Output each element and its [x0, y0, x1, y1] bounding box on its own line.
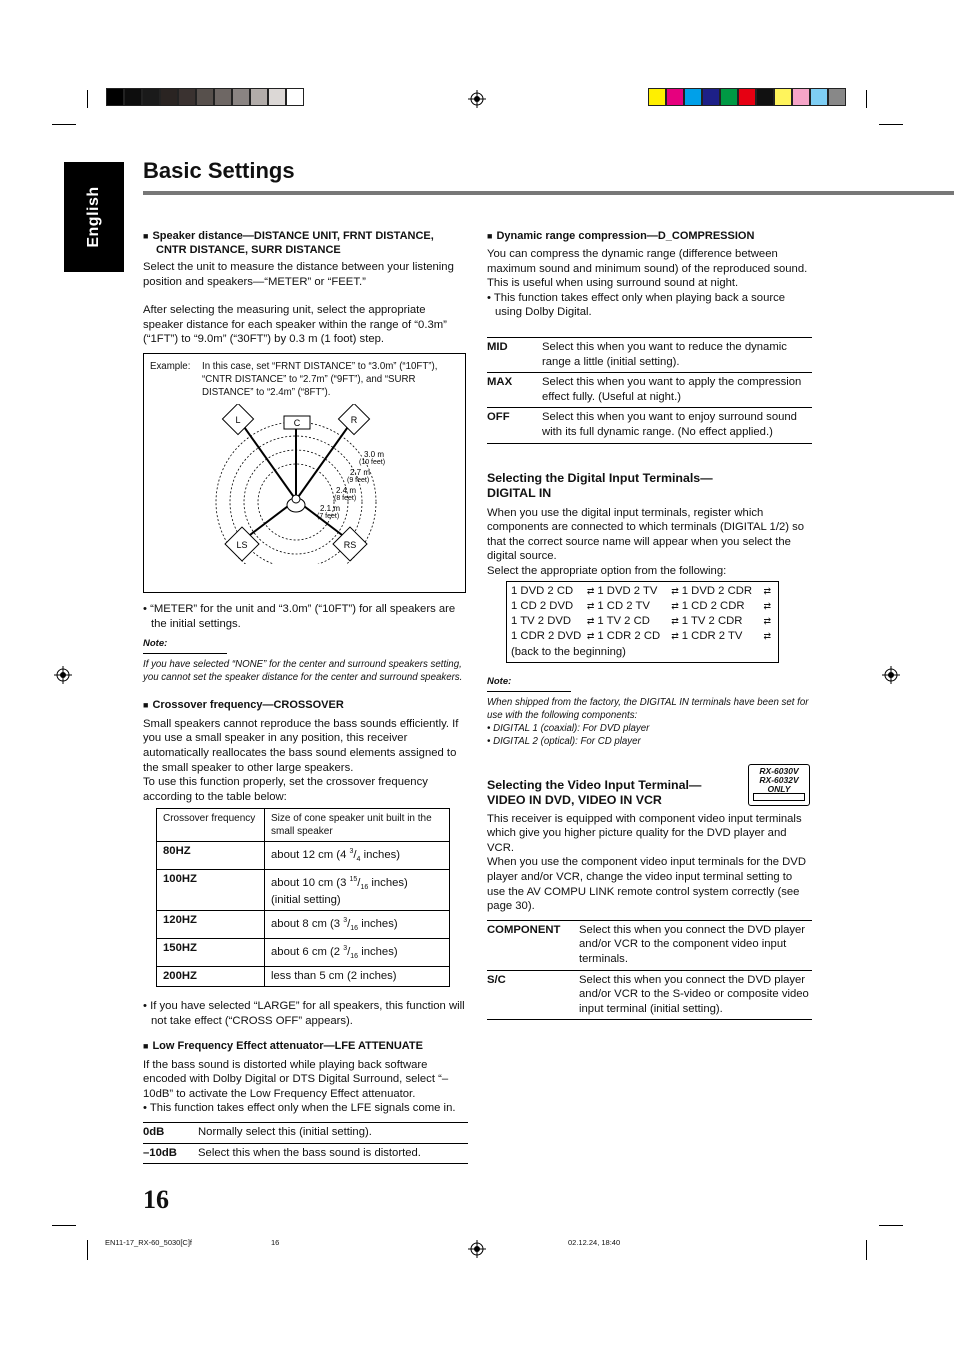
drc-heading: ■ Dynamic range compression—D_COMPRESSION	[487, 230, 755, 242]
note-label: Note:	[143, 638, 168, 650]
distance-2-4-feet: (8 feet)	[334, 494, 357, 502]
video-value: Select this when you connect the DVD player and/or VCR to the component video input terminals.	[579, 920, 812, 970]
lfe-key: –10dB	[143, 1143, 198, 1164]
crop-mark	[87, 1240, 88, 1260]
title-rule	[143, 191, 954, 195]
crossover-value: about 12 cm (4 $^3/_4$ inches)	[265, 842, 450, 870]
color-swatch	[684, 88, 702, 106]
color-swatch	[196, 88, 214, 106]
language-tab	[64, 162, 124, 272]
color-swatch	[702, 88, 720, 106]
color-swatch	[738, 88, 756, 106]
speaker-c-label: C	[293, 417, 301, 428]
color-swatch	[666, 88, 684, 106]
crossover-key: 120HZ	[157, 911, 265, 939]
crossover-key: 200HZ	[157, 967, 265, 987]
left-column	[143, 229, 468, 1164]
lfe-text: If the bass sound is distorted while playing back software encoded with Dolby Digital or DTS Digital Surround, select “–10dB” to activate the Low Frequency Effect attenuator.	[143, 1058, 449, 1100]
video-in-heading-2: VIDEO IN DVD, VIDEO IN VCR	[487, 792, 662, 807]
color-calibration-bar	[648, 88, 846, 106]
cycle-arrow-icon: ⇄	[763, 585, 772, 596]
example-text: In this case, set “FRNT DISTANCE” to “3.0m” (“10FT”), “CNTR DISTANCE” to “2.7m” (“9FT”), and “SURR DISTANCE” to “2.4m” (“8FT”).	[202, 360, 438, 398]
color-swatch	[756, 88, 774, 106]
video-value: Select this when you connect the DVD player and/or VCR to the S-video or composite video input terminal (initial setting).	[579, 970, 812, 1020]
color-swatch	[810, 88, 828, 106]
distance-2-4-label: 2.4 m	[336, 485, 357, 495]
cycle-arrow-icon: ⇄	[763, 616, 772, 627]
video-in-table	[487, 920, 812, 1021]
crossover-value: about 6 cm (2 $^3/_{16}$ inches)	[265, 939, 450, 967]
cycle-arrow-icon: ⇄	[671, 585, 679, 596]
distance-2-7-feet: (9 feet)	[347, 476, 370, 484]
cycle-option: 1 CD 2 TV	[597, 599, 650, 612]
speaker-l-label: L	[235, 414, 241, 425]
speaker-distance-text-2: After selecting the measuring unit, select the appropriate speaker distance for each speaker within the range of “0.3m” (“1FT”) to “9.0m” (“30FT”) by 0.3 m (1 foot) step.	[143, 304, 447, 346]
cycle-row	[511, 584, 774, 599]
color-swatch	[792, 88, 810, 106]
crop-mark	[866, 90, 867, 108]
cycle-arrow-icon: ⇄	[586, 631, 595, 642]
note-text: When shipped from the factory, the DIGITAL IN terminals have been set for use with the following components:	[487, 696, 809, 721]
model-badge-line: RX-6030V	[759, 766, 799, 776]
large-bullet: • If you have selected “LARGE” for all speakers, this function will not take effect (“CROSS OFF” appears).	[143, 1000, 465, 1027]
cycle-option: 1 CD 2 DVD	[511, 599, 574, 612]
model-badge-line: RX-6032V	[759, 775, 799, 785]
crop-mark	[866, 1240, 867, 1260]
note-rule	[143, 653, 227, 654]
distance-2-1-label: 2.1 m	[320, 503, 341, 513]
footer-page: 16	[271, 1238, 280, 1247]
video-key: COMPONENT	[487, 920, 579, 970]
crop-mark	[879, 1225, 903, 1226]
cycle-arrow-icon: ⇄	[671, 616, 679, 627]
crossover-table-header: Size of cone speaker unit built in the small speaker	[265, 809, 450, 842]
footer-file: EN11-17_RX-60_5030[C]f	[105, 1238, 192, 1247]
crop-mark	[52, 124, 76, 125]
gray-calibration-bar	[106, 88, 304, 106]
distance-3-0-label: 3.0 m	[364, 449, 385, 459]
color-swatch	[286, 88, 304, 106]
speaker-distance-text: Select the unit to measure the distance between your listening position and speakers—“METER” or “FEET.”	[143, 261, 454, 288]
registration-mark-icon	[882, 666, 900, 684]
right-column	[487, 229, 812, 1020]
crop-mark	[87, 90, 88, 108]
speaker-ls-label: LS	[236, 539, 248, 550]
cycle-arrow-icon: ⇄	[586, 600, 595, 611]
cycle-row	[511, 629, 774, 644]
drc-value: Select this when you want to reduce the dynamic range a little (initial setting).	[542, 337, 812, 372]
cycle-option: 1 CDR 2 CD	[597, 630, 661, 643]
speaker-distance-heading: ■ Speaker distance—DISTANCE UNIT, FRNT DISTANCE,	[143, 230, 434, 242]
digital-in-cycle	[506, 581, 779, 663]
lfe-table	[143, 1122, 468, 1164]
color-swatch	[774, 88, 792, 106]
speaker-r-label: R	[350, 414, 358, 425]
crossover-text: Small speakers cannot reproduce the bass sounds efficiently. If you use a small speaker in any position, this receiver automatically reallocates the bass sound elements assigned to the small speaker to other large speakers.	[143, 717, 459, 774]
note-text: If you have selected “NONE” for the center and surround speakers setting, you cannot set the speaker distance for the center and surround speakers.	[143, 658, 463, 683]
cycle-arrow-icon: ⇄	[763, 631, 772, 642]
model-badge-line: ONLY	[767, 784, 791, 794]
cycle-row	[511, 599, 774, 614]
crossover-key: 100HZ	[157, 870, 265, 911]
crossover-heading: ■ Crossover frequency—CROSSOVER	[143, 698, 344, 711]
distance-2-1-feet: (7 feet)	[317, 512, 340, 520]
cycle-arrow-icon: ⇄	[671, 631, 679, 642]
crossover-value: about 10 cm (3 $^{15}/_{16}$ inches) (initial setting)	[265, 870, 450, 911]
digital-in-text-2: Select the appropriate option from the following:	[487, 564, 727, 577]
footer-date: 02.12.24, 18:40	[568, 1238, 621, 1247]
note-label: Note:	[487, 675, 512, 687]
meter-bullet: • “METER” for the unit and “3.0m” (“10FT”) for all speakers are the initial settings.	[143, 602, 456, 630]
cycle-back-label: (back to the beginning)	[511, 645, 626, 658]
cycle-option: 1 DVD 2 TV	[597, 584, 658, 597]
distance-3-0-feet: (10 feet)	[359, 458, 386, 466]
cycle-option: 1 CDR 2 DVD	[511, 630, 582, 643]
drc-value: Select this when you want to enjoy surround sound with its full dynamic range. (No effect applied.)	[542, 408, 812, 443]
cycle-option: 1 CDR 2 TV	[681, 630, 743, 643]
drc-value: Select this when you want to apply the compression effect fully. (Useful at night.)	[542, 373, 812, 408]
drc-bullet: • This function takes effect only when playing back a source using Dolby Digital.	[487, 291, 786, 319]
distance-2-7-label: 2.7 m	[350, 467, 371, 477]
registration-mark-icon	[468, 90, 486, 108]
color-swatch	[178, 88, 196, 106]
page-title: Basic Settings	[143, 158, 295, 183]
color-swatch	[828, 88, 846, 106]
lfe-bullet: • This function takes effect only when the LFE signals come in.	[143, 1102, 456, 1115]
video-in-text: This receiver is equipped with component video input terminals which give you higher picture quality for the DVD player and VCR.	[487, 812, 802, 854]
page-number: 16	[143, 1185, 169, 1214]
cycle-option: 1 CD 2 CDR	[681, 599, 745, 612]
model-badge	[748, 764, 810, 806]
lfe-key: 0dB	[143, 1122, 198, 1143]
lfe-value: Normally select this (initial setting).	[198, 1122, 468, 1143]
cycle-option: 1 DVD 2 CD	[511, 584, 574, 597]
color-swatch	[268, 88, 286, 106]
note-rule	[487, 691, 571, 692]
video-key: S/C	[487, 970, 579, 1020]
drc-key: OFF	[487, 408, 542, 443]
digital-in-heading: Selecting the Digital Input Terminals—	[487, 470, 713, 485]
speaker-layout-diagram	[204, 404, 404, 564]
cycle-arrow-icon: ⇄	[671, 600, 679, 611]
color-swatch	[214, 88, 232, 106]
language-tab-label: English	[85, 186, 102, 248]
color-swatch	[106, 88, 124, 106]
lfe-heading: ■ Low Frequency Effect attenuator—LFE ATTENUATE	[143, 1039, 423, 1052]
registration-mark-icon	[54, 666, 72, 684]
cycle-arrow-icon: ⇄	[586, 585, 595, 596]
color-swatch	[250, 88, 268, 106]
crossover-value: about 8 cm (3 $^3/_{16}$ inches)	[265, 911, 450, 939]
speaker-distance-heading-2: CNTR DISTANCE, SURR DISTANCE	[156, 244, 341, 256]
example-label: Example:	[150, 360, 191, 372]
cycle-option: 1 TV 2 CD	[597, 615, 650, 628]
crop-mark	[879, 124, 903, 125]
digital-in-text: When you use the digital input terminals, register which components are connected to which terminals (DIGITAL 1/2) so that the correct source name will appear when you select the digital source.	[487, 506, 805, 563]
crossover-table-header: Crossover frequency	[157, 809, 265, 842]
color-swatch	[720, 88, 738, 106]
registration-mark-icon	[468, 1240, 486, 1258]
color-swatch	[232, 88, 250, 106]
cycle-option: 1 DVD 2 CDR	[681, 584, 753, 597]
crop-mark	[52, 1225, 76, 1226]
cycle-arrow-icon: ⇄	[586, 616, 595, 627]
speaker-rs-label: RS	[343, 539, 357, 550]
lfe-value: Select this when the bass sound is distorted.	[198, 1143, 468, 1164]
digital-in-heading-2: DIGITAL IN	[487, 485, 552, 500]
note-bullet: • DIGITAL 1 (coaxial): For DVD player	[487, 722, 650, 734]
crossover-value: less than 5 cm (2 inches)	[265, 967, 450, 987]
drc-key: MAX	[487, 373, 542, 408]
example-box	[143, 353, 466, 593]
drc-text: You can compress the dynamic range (difference between maximum sound and minimum sound) of the reproduced sound. This is useful when using surround sound at night.	[487, 248, 808, 290]
model-badge-bar	[753, 793, 805, 801]
crossover-key: 80HZ	[157, 842, 265, 870]
crossover-table	[156, 808, 450, 987]
drc-table	[487, 337, 812, 444]
note-bullet: • DIGITAL 2 (optical): For CD player	[487, 735, 641, 747]
crossover-text-2: To use this function properly, set the crossover frequency according to the table below:	[143, 776, 428, 803]
cycle-arrow-icon: ⇄	[763, 600, 772, 611]
cycle-option: 1 TV 2 CDR	[681, 615, 743, 628]
drc-key: MID	[487, 337, 542, 372]
cycle-row	[511, 614, 774, 629]
crossover-key: 150HZ	[157, 939, 265, 967]
color-swatch	[124, 88, 142, 106]
color-swatch	[160, 88, 178, 106]
color-swatch	[648, 88, 666, 106]
video-in-text-2: When you use the component video input terminals for the DVD player and/or VCR, change the video input terminal setting to use the AV COMPU LINK remote control system correctly (see page 30).	[487, 856, 806, 913]
color-swatch	[142, 88, 160, 106]
cycle-option: 1 TV 2 DVD	[511, 615, 572, 628]
video-in-heading: Selecting the Video Input Terminal—	[487, 777, 702, 792]
